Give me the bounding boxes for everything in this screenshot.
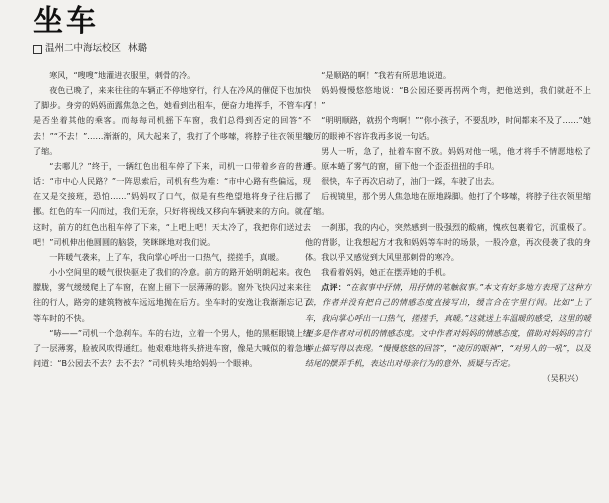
paragraph: “明明顺路，就拐个弯啊！”“你小孩子，不要乱吵，时间都来不及了……”她凌厉的眼神不容许我再多说一句话。 [305,115,591,141]
right-column [305,68,591,386]
left-column [33,68,311,371]
comment-signature: （吴积兴） [542,373,583,384]
paragraph: 夜色已晚了，来来往往的车辆正不停地穿行，行人在冷风的催促下也加快了脚步。身旁的妈妈面露焦急之色，她看到出租车，便奋力地挥手，不管车内是否坐着其他的乘客。而每每司机摇下车窗，我们总得到否定的回答“不去！”“不去！”……渐渐的，风大起来了，我打了个哆嗦，将脖子往衣领里缩了缩。 [33,85,311,156]
author-name: 林璐 [128,43,148,54]
paragraph: 一阵暖气袭来，上了车，我向掌心呼出一口热气，搓搓手，真暖。 [49,251,284,262]
editor-comment [305,280,591,371]
paragraph: 我看着妈妈，她正在摆弄她的手机。 [321,267,451,278]
checkbox-square-icon [33,45,42,54]
paragraph: 小小空间里的暖气很快驱走了我们的冷意。前方的路开始明朗起来。夜色朦胧，雾气缓缓爬上了车窗，在窗上留下一层薄薄的影。窗外飞快闪过来来往往的行人，路旁的建筑物被车远远地抛在后方。坐车时的安逸让我渐渐忘记了等车时的不快。 [33,267,311,323]
paragraph: 男人一听，急了，扯着车窗不放。妈妈对他一吼，他才将手不情愿地松了手。原本蜷了雾气的窗，留下他一个歪歪扭扭的手印。 [305,145,591,171]
paragraph: 妈妈慢慢悠悠地说：“B公园还要再拐两个弯，把他送到，我们就赶不上了！” [305,85,591,111]
paragraph: 后视镜里，那个男人焦急地在原地跺脚。他打了个哆嗦，将脖子往衣领里缩了缩。 [305,191,591,217]
school-name: 温州二中海坛校区 [45,43,122,54]
paragraph: “去哪儿？”终于，一辆红色出租车停了下来，司机一口带着乡音的普通话：“市中心人民路？”一阵思索后，司机有些为难：“市中心路有些偏远，现在又是交接班，恐怕……”妈妈叹了口气，似是有些绝望地将身子往后挪了挪。红色的车一闪而过，我们无奈，只好将视线又移向车辆驶来的方向。就在这时，前方的红色出租车停了下来，“上吧上吧！天太冷了，我把你们送过去吧！”司机伸出他圆圆的脑袋，笑眯眯地对我们说。 [33,160,311,247]
paragraph: 寒风，“嗖嗖”地灌进衣服里，刺骨的冷。 [49,70,196,80]
page-title: 坐车 [33,4,99,39]
comment-text: “在叙事中抒情，用抒情的笔触叙事。”本文有好多地方表现了这种方法，作者并没有把自己的情感态度直接写出，缓言合在字里行间。比如“上了车，我向掌心呼出一口热气，搓搓手，真暖。”这就送上车温暖的感受，这里的暖更多是作者对司机的情感态度。文中作者对妈妈的情感态度，借助对妈妈的言行举止描写得以表现。“慢慢悠悠的回答”，“凌厉的眼神”，“对男人的一吼”，以及结尾的摆弄手机，表达出对母亲行为的意外、质疑与否定。 [305,282,591,368]
paragraph: 一刹那，我的内心，突然感到一股强烈的酸痛，愧疚包裹着它，沉重极了。他的背影，让我想起方才我和妈妈等车时的场景，一股冷意，再次侵袭了我的身体。我以乎又感觉到大风里那刺骨的寒冷。 [305,221,591,262]
paragraph: “哧——”司机一个急刹车。车的右边，立着一个男人，他的黑框眼镜上结了一层薄雾，脸被风吹得通红。他艰难地将头挤进车窗，像是大喊似的着急地问道：“B公园去不去？去不去？”司机转头地给妈妈一个眼神。 [33,327,311,368]
paragraph: 很快，车子再次启动了，油门一踩，车驶了出去。 [321,176,500,187]
paragraph: “是顺路的啊！”我若有所思地说道。 [321,70,451,80]
comment-label: 点评： [321,282,347,293]
byline [33,43,147,55]
